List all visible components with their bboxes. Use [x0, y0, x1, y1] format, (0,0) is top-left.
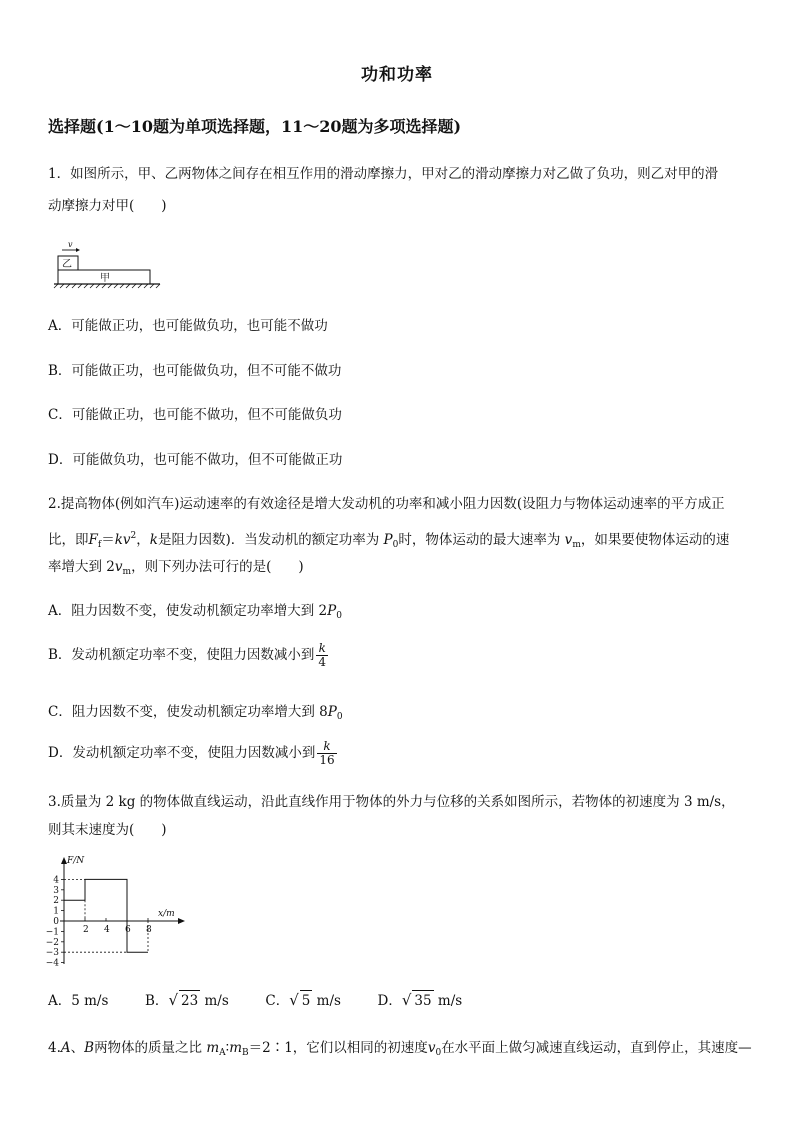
q1-figure [48, 238, 164, 290]
q2-stem-line1: 2.提高物体(例如汽车)运动速率的有效途径是增大发动机的功率和减小阻力因数(设阻力与物体运动速率的平方成正 [48, 496, 725, 512]
q2-stem-line2: 比，即$F_f=kv^2$，k是阻力因数)．当发动机的额定功率为 $P_0$时，物体运动的最大速率为 $v_m$，如果要使物体运动的速 [48, 531, 730, 550]
x-tick-label: 4 [104, 925, 110, 935]
q3-options [48, 990, 462, 1011]
y-tick-label: 3 [53, 885, 59, 896]
y-axis-label: F/N [67, 856, 85, 866]
y-tick-label: 4 [53, 875, 59, 886]
label-v: v [68, 240, 73, 249]
q3-option-d[interactable]: D．√ 35 m/s [377, 991, 463, 1009]
q2-stem-line3: 率增大到 $2v_m$，则下列办法可行的是( ) [48, 559, 304, 577]
q3-stem-line2: 则其末速度为( ) [48, 822, 167, 838]
section-heading: 选择题(1～10题为单项选择题，11～20题为多项选择题) [48, 117, 462, 136]
velocity-arrowhead [76, 248, 80, 252]
force-line [64, 879, 148, 952]
q1-option-a[interactable]: A．可能做正功，也可能做负功，也可能不做功 [48, 318, 328, 334]
x-axis-label: x/m [158, 909, 175, 919]
q1-option-b[interactable]: B．可能做正功，也可能做负功，但不可能不做功 [48, 363, 342, 379]
q2-option-a[interactable]: A．阻力因数不变，使发动机额定功率增大到 $2P_0$ [48, 603, 342, 621]
label-jia: 甲 [100, 273, 110, 284]
q3-force-displacement-graph [44, 852, 190, 970]
q1-stem-line1: 1．如图所示，甲、乙两物体之间存在相互作用的滑动摩擦力，甲对乙的滑动摩擦力对乙做了负功，则乙对甲的滑 [48, 166, 719, 182]
q1-option-d[interactable]: D．可能做负功，也可能不做功，但不可能做正功 [48, 452, 343, 468]
q3-option-a[interactable]: A．5 m/s [48, 993, 109, 1009]
y-tick-label: 0 [53, 917, 59, 927]
x-tick-label: 2 [83, 925, 89, 935]
y-tick-label: 2 [53, 896, 59, 907]
x-tick-label: 6 [125, 925, 131, 935]
y-tick-label: −2 [45, 937, 59, 948]
guide-lines [64, 879, 148, 952]
y-tick-label: −4 [45, 958, 59, 969]
q3-option-c[interactable]: C．√ 5 m/s [265, 991, 341, 1009]
q2-option-c[interactable]: C．阻力因数不变，使发动机额定功率增大到 $8P_0$ [48, 704, 343, 722]
q1-stem-line2: 动摩擦力对甲( ) [48, 198, 167, 214]
force-series [64, 879, 148, 952]
q4-stem-line1: 4.A、B两物体的质量之比 $m_A∶m_B=2∶1$，它们以相同的初速度$v_0$在水平面上做匀减速直线运动，直到停止，其速度— [48, 1040, 752, 1058]
y-tick-labels [46, 875, 64, 968]
ground-hatch [54, 284, 160, 288]
page-title: 功和功率 [361, 65, 433, 85]
q1-option-c[interactable]: C．可能做正功，也可能不做功，但不可能做负功 [48, 407, 342, 423]
q2-option-b[interactable]: B．发动机额定功率不变，使阻力因数减小到 $\frac{k}{4}$ [48, 641, 327, 669]
label-yi: 乙 [62, 259, 72, 270]
fraction-k-over-16: $\frac{k}{16}$ [319, 739, 335, 767]
x-tick-label: 8 [146, 925, 152, 935]
q3-option-b[interactable]: B．√ 23 m/s [145, 991, 229, 1009]
y-tick-label: −3 [45, 948, 59, 959]
y-tick-label: 1 [53, 906, 59, 917]
fraction-k-over-4: $\frac{k}{4}$ [318, 641, 327, 669]
q2-option-d[interactable]: D．发动机额定功率不变，使阻力因数减小到 $\frac{k}{16}$ [48, 739, 335, 767]
x-axis-arrow [178, 918, 185, 924]
q3-stem-line1: 3.质量为 2 kg 的物体做直线运动，沿此直线作用于物体的外力与位移的关系如图所示，若物体的初速度为 3 m/s， [48, 794, 735, 810]
y-tick-label: −1 [45, 927, 59, 938]
